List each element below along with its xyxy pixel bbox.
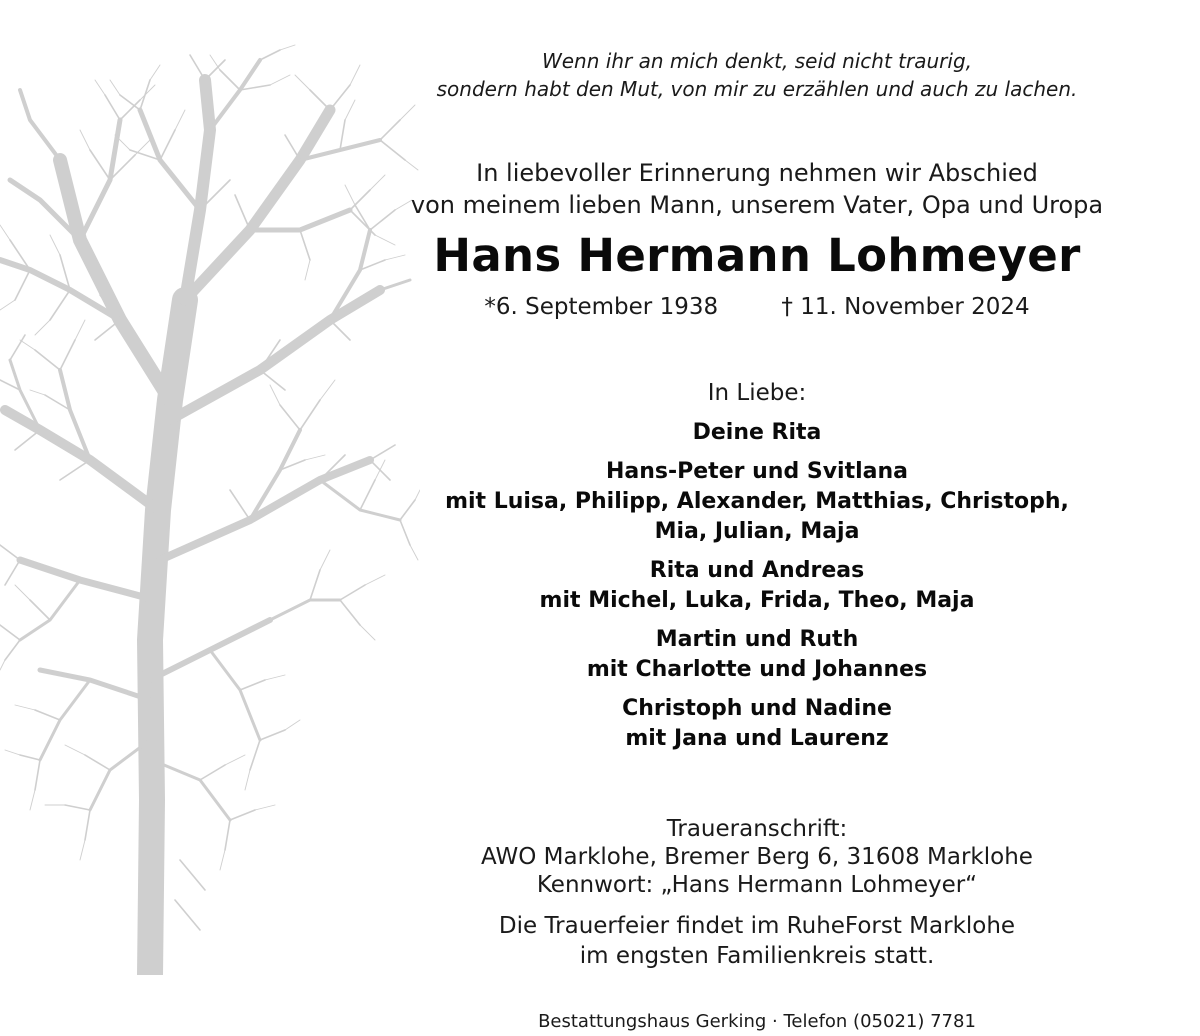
deceased-name: Hans Hermann Lohmeyer	[433, 229, 1081, 282]
death-date: † 11. November 2024	[781, 294, 1030, 320]
farewell-intro	[372, 157, 1142, 221]
family-line: Christoph und Nadine	[622, 696, 892, 721]
family-group	[372, 457, 1142, 547]
family-line: Martin und Ruth	[655, 627, 859, 652]
family-group	[372, 418, 1142, 448]
intro-line: von meinem lieben Mann, unserem Vater, Opa und Uropa	[410, 191, 1104, 219]
ceremony-line: im engsten Familienkreis statt.	[579, 943, 935, 969]
address-line: Traueranschrift:	[666, 816, 848, 842]
obituary-notice	[372, 0, 1142, 1036]
family-group	[372, 694, 1142, 754]
family-line: mit Charlotte und Johannes	[586, 657, 928, 682]
family-line: Hans-Peter und Svitlana	[605, 459, 908, 484]
memorial-quote	[372, 47, 1142, 103]
mourning-address	[372, 815, 1142, 899]
quote-line: Wenn ihr an mich denkt, seid nicht traurig,	[541, 49, 973, 73]
family-line: Rita und Andreas	[649, 558, 865, 583]
family-line: Mia, Julian, Maja	[654, 519, 860, 544]
birth-date: *6. September 1938	[484, 294, 719, 320]
family-group	[372, 556, 1142, 616]
family-group	[372, 625, 1142, 685]
address-line: AWO Marklohe, Bremer Berg 6, 31608 Marklohe	[481, 844, 1033, 870]
ceremony-note	[372, 911, 1142, 971]
bare-tree-icon	[0, 40, 420, 975]
funeral-home-footer: Bestattungshaus Gerking · Telefon (05021) 7781	[538, 1011, 976, 1032]
family-line: mit Jana und Laurenz	[625, 726, 889, 751]
family-list	[372, 418, 1142, 763]
address-line: Kennwort: „Hans Hermann Lohmeyer“	[536, 872, 978, 898]
quote-line: sondern habt den Mut, von mir zu erzählen und auch zu lachen.	[436, 77, 1078, 101]
intro-line: In liebevoller Erinnerung nehmen wir Abschied	[476, 159, 1038, 187]
family-line: Deine Rita	[692, 420, 822, 445]
family-line: mit Luisa, Philipp, Alexander, Matthias, Christoph,	[445, 489, 1069, 514]
life-dates	[372, 292, 1142, 322]
in-love-label: In Liebe:	[707, 380, 807, 406]
ceremony-line: Die Trauerfeier findet im RuheForst Marklohe	[498, 913, 1016, 939]
family-line: mit Michel, Luka, Frida, Theo, Maja	[539, 588, 975, 613]
